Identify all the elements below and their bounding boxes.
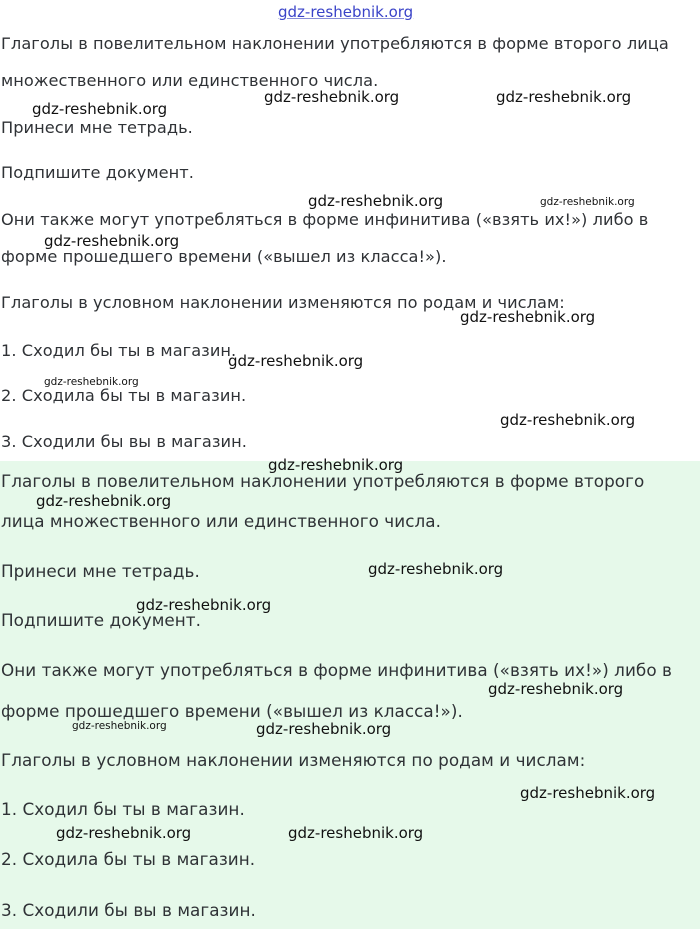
watermark: gdz-reshebnik.org [32,100,168,118]
watermark: gdz-reshebnik.org [500,411,636,429]
example-line: Подпишите документ. [1,163,194,182]
paragraph-line: Глаголы в повелительном наклонении употребляются в форме второго [1,471,645,491]
example-line: Принеси мне тетрадь. [1,561,200,581]
watermark: gdz-reshebnik.org [256,720,392,738]
watermark: gdz-reshebnik.org [136,596,272,614]
list-item: 3. Сходили бы вы в магазин. [1,900,256,920]
watermark: gdz-reshebnik.org [44,232,180,250]
watermark: gdz-reshebnik.org [44,376,139,388]
paragraph-line: форме прошедшего времени («вышел из класса!»). [1,247,447,266]
watermark: gdz-reshebnik.org [268,456,404,474]
answer-block-white [0,0,700,461]
watermark: gdz-reshebnik.org [308,192,444,210]
paragraph-line: Они также могут употребляться в форме инфинитива («взять их!») либо в [1,210,649,229]
watermark: gdz-reshebnik.org [288,824,424,842]
watermark: gdz-reshebnik.org [496,88,632,106]
paragraph-line: Глаголы в повелительном наклонении употребляются в форме второго лица [1,34,669,53]
watermark-top: gdz-reshebnik.org [278,3,414,21]
list-item: 2. Сходила бы ты в магазин. [1,386,247,405]
watermark: gdz-reshebnik.org [72,720,167,732]
paragraph-line: Глаголы в условном наклонении изменяются по родам и числам: [1,293,565,312]
watermark: gdz-reshebnik.org [56,824,192,842]
list-item: 1. Сходил бы ты в магазин. [1,799,245,819]
example-line: Принеси мне тетрадь. [1,118,193,137]
example-line: Подпишите документ. [1,610,202,630]
watermark: gdz-reshebnik.org [520,784,656,802]
paragraph-line: Глаголы в условном наклонении изменяются по родам и числам: [1,750,586,770]
list-item: 2. Сходила бы ты в магазин. [1,849,256,869]
paragraph-line: лица множественного или единственного числа. [1,511,441,531]
list-item: 3. Сходили бы вы в магазин. [1,432,247,451]
watermark: gdz-reshebnik.org [460,308,596,326]
watermark: gdz-reshebnik.org [488,680,624,698]
watermark: gdz-reshebnik.org [228,352,364,370]
list-item: 1. Сходил бы ты в магазин. [1,341,237,360]
paragraph-line: Они также могут употребляться в форме инфинитива («взять их!») либо в [1,660,672,680]
watermark: gdz-reshebnik.org [540,196,635,208]
watermark: gdz-reshebnik.org [264,88,400,106]
paragraph-line: множественного или единственного числа. [1,71,379,90]
watermark: gdz-reshebnik.org [36,492,172,510]
watermark: gdz-reshebnik.org [368,560,504,578]
paragraph-line: форме прошедшего времени («вышел из класса!»). [1,701,463,721]
